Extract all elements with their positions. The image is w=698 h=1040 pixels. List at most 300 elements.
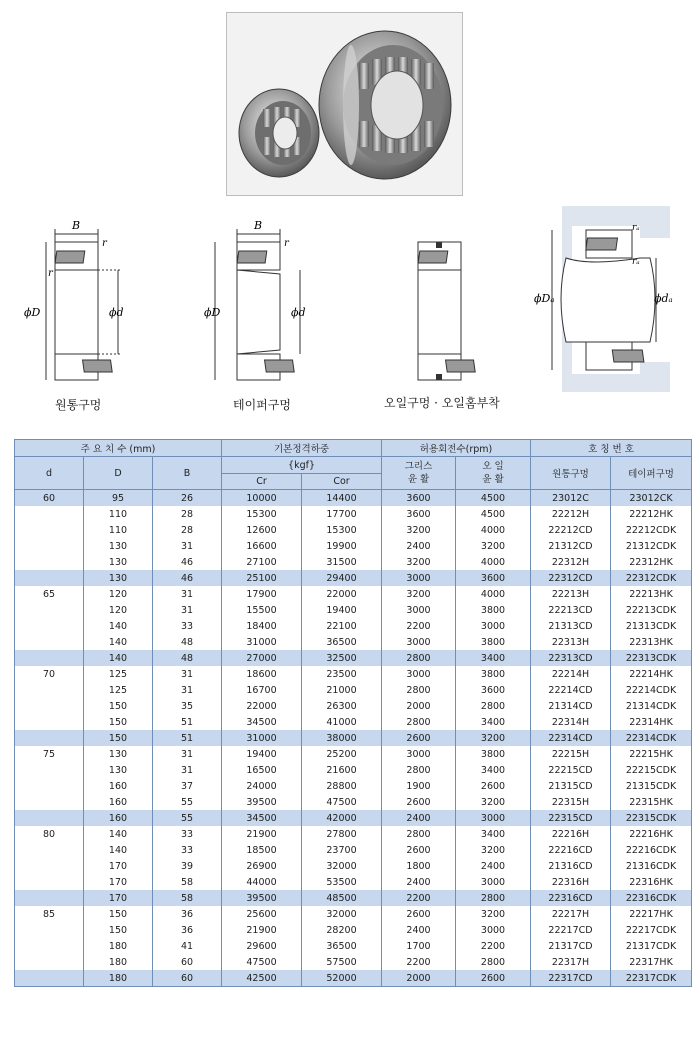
cell-grease: 2400 bbox=[382, 538, 456, 554]
cell-grease: 2800 bbox=[382, 762, 456, 778]
table-row bbox=[15, 554, 692, 570]
cell-grease: 2200 bbox=[382, 890, 456, 906]
cell-B: 36 bbox=[153, 906, 222, 922]
cell-tapered: 22212HK bbox=[611, 506, 692, 522]
cell-cr: 47500 bbox=[222, 954, 302, 970]
cell-D: 130 bbox=[84, 746, 153, 762]
cell-d: 75 bbox=[15, 746, 84, 762]
table-row bbox=[15, 794, 692, 810]
table-row bbox=[15, 826, 692, 842]
cell-tapered: 22215CDK bbox=[611, 762, 692, 778]
header-d: d bbox=[15, 457, 84, 490]
cell-D: 180 bbox=[84, 938, 153, 954]
table-row bbox=[15, 906, 692, 922]
cell-oil: 3400 bbox=[456, 714, 531, 730]
cell-cylindrical: 21314CD bbox=[531, 698, 611, 714]
cell-cr: 25100 bbox=[222, 570, 302, 586]
table-row bbox=[15, 570, 692, 586]
cell-d bbox=[15, 874, 84, 890]
cell-cor: 19400 bbox=[302, 602, 382, 618]
cell-d bbox=[15, 954, 84, 970]
cell-B: 51 bbox=[153, 730, 222, 746]
cell-d bbox=[15, 858, 84, 874]
cell-B: 48 bbox=[153, 634, 222, 650]
cell-cylindrical: 22315CD bbox=[531, 810, 611, 826]
cell-cr: 21900 bbox=[222, 826, 302, 842]
cell-cylindrical: 22313H bbox=[531, 634, 611, 650]
cell-cylindrical: 22313CD bbox=[531, 650, 611, 666]
cell-D: 140 bbox=[84, 826, 153, 842]
cell-D: 170 bbox=[84, 858, 153, 874]
cell-cor: 17700 bbox=[302, 506, 382, 522]
cell-d bbox=[15, 698, 84, 714]
cell-cr: 39500 bbox=[222, 890, 302, 906]
cell-cor: 23700 bbox=[302, 842, 382, 858]
cell-cor: 48500 bbox=[302, 890, 382, 906]
cell-oil: 3000 bbox=[456, 618, 531, 634]
cell-grease: 2400 bbox=[382, 810, 456, 826]
bearing-photo-illustration bbox=[227, 13, 462, 195]
cell-tapered: 22314CDK bbox=[611, 730, 692, 746]
cell-cor: 29400 bbox=[302, 570, 382, 586]
cell-cor: 36500 bbox=[302, 938, 382, 954]
cell-cor: 32500 bbox=[302, 650, 382, 666]
header-oil bbox=[456, 457, 531, 490]
cell-B: 31 bbox=[153, 746, 222, 762]
cell-oil: 3400 bbox=[456, 650, 531, 666]
cell-cor: 25200 bbox=[302, 746, 382, 762]
cell-d bbox=[15, 778, 84, 794]
cell-cr: 15500 bbox=[222, 602, 302, 618]
cell-oil: 4500 bbox=[456, 490, 531, 507]
cell-D: 150 bbox=[84, 730, 153, 746]
header-oil-line1: 오 일 bbox=[482, 461, 504, 472]
cell-cylindrical: 22216CD bbox=[531, 842, 611, 858]
cell-cylindrical: 22316H bbox=[531, 874, 611, 890]
cell-cylindrical: 22217H bbox=[531, 906, 611, 922]
cell-d: 60 bbox=[15, 490, 84, 507]
cell-grease: 3600 bbox=[382, 506, 456, 522]
cell-cylindrical: 21313CD bbox=[531, 618, 611, 634]
cell-cor: 15300 bbox=[302, 522, 382, 538]
cell-tapered: 22216CDK bbox=[611, 842, 692, 858]
cell-cr: 39500 bbox=[222, 794, 302, 810]
cell-cr: 34500 bbox=[222, 714, 302, 730]
cell-d: 70 bbox=[15, 666, 84, 682]
cell-cor: 26300 bbox=[302, 698, 382, 714]
cell-oil: 3000 bbox=[456, 810, 531, 826]
cell-grease: 2800 bbox=[382, 714, 456, 730]
cell-oil: 3800 bbox=[456, 602, 531, 618]
cell-grease: 2000 bbox=[382, 970, 456, 987]
cell-B: 31 bbox=[153, 666, 222, 682]
cell-tapered: 22217CDK bbox=[611, 922, 692, 938]
cell-d bbox=[15, 522, 84, 538]
cell-cylindrical: 22215H bbox=[531, 746, 611, 762]
cell-cr: 22000 bbox=[222, 698, 302, 714]
cell-oil: 3200 bbox=[456, 538, 531, 554]
cell-d bbox=[15, 890, 84, 906]
cell-grease: 3200 bbox=[382, 522, 456, 538]
cell-oil: 2800 bbox=[456, 698, 531, 714]
cell-tapered: 22214HK bbox=[611, 666, 692, 682]
cell-tapered: 22215HK bbox=[611, 746, 692, 762]
table-row bbox=[15, 762, 692, 778]
cell-cor: 28800 bbox=[302, 778, 382, 794]
header-oil-line2: 윤 활 bbox=[482, 474, 504, 485]
cell-cylindrical: 22317CD bbox=[531, 970, 611, 987]
cell-tapered: 22213CDK bbox=[611, 602, 692, 618]
cell-oil: 3800 bbox=[456, 746, 531, 762]
cell-D: 120 bbox=[84, 602, 153, 618]
cell-D: 150 bbox=[84, 714, 153, 730]
cell-cor: 32000 bbox=[302, 906, 382, 922]
cell-tapered: 21315CDK bbox=[611, 778, 692, 794]
label-r-side: r bbox=[48, 268, 53, 279]
label-B-2: B bbox=[254, 219, 263, 232]
cell-D: 180 bbox=[84, 954, 153, 970]
cell-d bbox=[15, 762, 84, 778]
cell-d bbox=[15, 650, 84, 666]
table-row bbox=[15, 634, 692, 650]
cell-cylindrical: 22215CD bbox=[531, 762, 611, 778]
label-phida: ϕdₐ bbox=[654, 292, 673, 305]
cell-cylindrical: 21315CD bbox=[531, 778, 611, 794]
cell-cr: 44000 bbox=[222, 874, 302, 890]
label-phiD: ϕD bbox=[24, 306, 41, 319]
cell-tapered: 21314CDK bbox=[611, 698, 692, 714]
cell-oil: 3400 bbox=[456, 826, 531, 842]
cell-d bbox=[15, 938, 84, 954]
cell-B: 39 bbox=[153, 858, 222, 874]
diagram-mounting bbox=[530, 206, 680, 400]
cell-D: 125 bbox=[84, 666, 153, 682]
cell-cor: 42000 bbox=[302, 810, 382, 826]
header-tapered: 테이퍼구멍 bbox=[611, 457, 692, 490]
header-D: D bbox=[84, 457, 153, 490]
cell-D: 150 bbox=[84, 922, 153, 938]
cell-tapered: 22312CDK bbox=[611, 570, 692, 586]
cell-tapered: 22216HK bbox=[611, 826, 692, 842]
cell-cr: 27100 bbox=[222, 554, 302, 570]
table-row bbox=[15, 506, 692, 522]
cell-oil: 3200 bbox=[456, 730, 531, 746]
cell-D: 110 bbox=[84, 506, 153, 522]
label-ra-top: rₐ bbox=[632, 223, 640, 233]
cell-grease: 3200 bbox=[382, 586, 456, 602]
cell-oil: 3600 bbox=[456, 570, 531, 586]
table-row bbox=[15, 938, 692, 954]
cell-cylindrical: 22212CD bbox=[531, 522, 611, 538]
cell-cr: 29600 bbox=[222, 938, 302, 954]
cell-cr: 18400 bbox=[222, 618, 302, 634]
cell-tapered: 21312CDK bbox=[611, 538, 692, 554]
cell-cr: 31000 bbox=[222, 730, 302, 746]
cell-grease: 2800 bbox=[382, 826, 456, 842]
header-main-dimensions: 주 요 치 수 (mm) bbox=[15, 440, 222, 457]
cell-B: 31 bbox=[153, 586, 222, 602]
cell-d: 80 bbox=[15, 826, 84, 842]
cell-cor: 21000 bbox=[302, 682, 382, 698]
cell-grease: 2600 bbox=[382, 794, 456, 810]
cell-B: 37 bbox=[153, 778, 222, 794]
cell-D: 160 bbox=[84, 810, 153, 826]
cell-tapered: 22313HK bbox=[611, 634, 692, 650]
cell-oil: 3200 bbox=[456, 794, 531, 810]
table-row bbox=[15, 858, 692, 874]
cell-grease: 2000 bbox=[382, 698, 456, 714]
cell-cr: 21900 bbox=[222, 922, 302, 938]
cell-B: 28 bbox=[153, 506, 222, 522]
cell-cylindrical: 22314CD bbox=[531, 730, 611, 746]
cell-grease: 2600 bbox=[382, 906, 456, 922]
cell-cylindrical: 22214CD bbox=[531, 682, 611, 698]
cell-D: 170 bbox=[84, 874, 153, 890]
cell-cylindrical: 22214H bbox=[531, 666, 611, 682]
label-phid-2: ϕd bbox=[291, 306, 306, 319]
cell-B: 55 bbox=[153, 810, 222, 826]
cell-cor: 27800 bbox=[302, 826, 382, 842]
cell-cr: 18500 bbox=[222, 842, 302, 858]
cell-oil: 2200 bbox=[456, 938, 531, 954]
cell-cr: 42500 bbox=[222, 970, 302, 987]
cell-tapered: 22314HK bbox=[611, 714, 692, 730]
caption-oil: 오일구멍 · 오일홈부착 bbox=[384, 396, 500, 410]
cell-d bbox=[15, 970, 84, 987]
cell-D: 150 bbox=[84, 698, 153, 714]
cell-cr: 27000 bbox=[222, 650, 302, 666]
cell-cor: 41000 bbox=[302, 714, 382, 730]
cell-oil: 4000 bbox=[456, 554, 531, 570]
cell-oil: 3200 bbox=[456, 842, 531, 858]
cell-cylindrical: 22216H bbox=[531, 826, 611, 842]
cell-tapered: 22317HK bbox=[611, 954, 692, 970]
cell-cor: 22100 bbox=[302, 618, 382, 634]
cell-B: 41 bbox=[153, 938, 222, 954]
cell-tapered: 22213HK bbox=[611, 586, 692, 602]
label-B: B bbox=[72, 219, 81, 232]
table-row bbox=[15, 778, 692, 794]
table-row bbox=[15, 522, 692, 538]
cell-oil: 3000 bbox=[456, 874, 531, 890]
table-row bbox=[15, 890, 692, 906]
header-cr: Cr bbox=[222, 474, 302, 490]
table-row bbox=[15, 874, 692, 890]
cell-cr: 24000 bbox=[222, 778, 302, 794]
cell-d bbox=[15, 714, 84, 730]
cell-grease: 2200 bbox=[382, 618, 456, 634]
diagram-oil-groove bbox=[398, 214, 488, 393]
cell-grease: 3000 bbox=[382, 746, 456, 762]
cell-cor: 19900 bbox=[302, 538, 382, 554]
cell-cylindrical: 22213CD bbox=[531, 602, 611, 618]
cell-d bbox=[15, 618, 84, 634]
label-phiDa: ϕDₐ bbox=[534, 292, 555, 305]
cell-oil: 3800 bbox=[456, 634, 531, 650]
spec-table-body bbox=[15, 490, 692, 987]
cell-B: 46 bbox=[153, 554, 222, 570]
cell-cor: 57500 bbox=[302, 954, 382, 970]
cell-B: 35 bbox=[153, 698, 222, 714]
cell-B: 60 bbox=[153, 970, 222, 987]
cell-oil: 2800 bbox=[456, 954, 531, 970]
cell-tapered: 22217HK bbox=[611, 906, 692, 922]
cell-cylindrical: 22217CD bbox=[531, 922, 611, 938]
diagram-cylindrical-bore bbox=[20, 214, 140, 393]
cell-oil: 2600 bbox=[456, 778, 531, 794]
cell-B: 60 bbox=[153, 954, 222, 970]
cell-B: 36 bbox=[153, 922, 222, 938]
cell-D: 140 bbox=[84, 618, 153, 634]
cell-d bbox=[15, 602, 84, 618]
cell-d bbox=[15, 506, 84, 522]
table-row bbox=[15, 970, 692, 987]
cell-cylindrical: 22312H bbox=[531, 554, 611, 570]
cell-grease: 3000 bbox=[382, 666, 456, 682]
cell-D: 180 bbox=[84, 970, 153, 987]
cell-grease: 3600 bbox=[382, 490, 456, 507]
cell-oil: 2800 bbox=[456, 890, 531, 906]
cell-cor: 21600 bbox=[302, 762, 382, 778]
cell-grease: 1700 bbox=[382, 938, 456, 954]
cell-d bbox=[15, 570, 84, 586]
cell-D: 110 bbox=[84, 522, 153, 538]
table-row bbox=[15, 602, 692, 618]
cell-tapered: 22317CDK bbox=[611, 970, 692, 987]
table-row bbox=[15, 730, 692, 746]
cell-tapered: 21317CDK bbox=[611, 938, 692, 954]
cell-B: 31 bbox=[153, 538, 222, 554]
cell-oil: 3600 bbox=[456, 682, 531, 698]
cell-tapered: 22316CDK bbox=[611, 890, 692, 906]
cell-cr: 12600 bbox=[222, 522, 302, 538]
table-row bbox=[15, 810, 692, 826]
cell-D: 130 bbox=[84, 762, 153, 778]
cell-cylindrical: 22312CD bbox=[531, 570, 611, 586]
cell-grease: 2800 bbox=[382, 682, 456, 698]
cell-D: 120 bbox=[84, 586, 153, 602]
header-kgf: {kgf} bbox=[222, 457, 382, 474]
cell-cylindrical: 23012C bbox=[531, 490, 611, 507]
cell-B: 46 bbox=[153, 570, 222, 586]
cell-cylindrical: 22212H bbox=[531, 506, 611, 522]
cell-oil: 2400 bbox=[456, 858, 531, 874]
cell-tapered: 22315CDK bbox=[611, 810, 692, 826]
cell-d bbox=[15, 842, 84, 858]
cell-d bbox=[15, 794, 84, 810]
cell-d bbox=[15, 810, 84, 826]
cell-cor: 32000 bbox=[302, 858, 382, 874]
cell-oil: 2600 bbox=[456, 970, 531, 987]
cell-cor: 52000 bbox=[302, 970, 382, 987]
cell-cor: 31500 bbox=[302, 554, 382, 570]
cell-tapered: 22214CDK bbox=[611, 682, 692, 698]
cell-cor: 53500 bbox=[302, 874, 382, 890]
cell-B: 33 bbox=[153, 842, 222, 858]
cell-cr: 16700 bbox=[222, 682, 302, 698]
caption-tapered: 테이퍼구멍 bbox=[233, 398, 291, 412]
cell-grease: 2800 bbox=[382, 650, 456, 666]
cell-cor: 23500 bbox=[302, 666, 382, 682]
label-r-2: r bbox=[284, 238, 289, 249]
cell-cr: 31000 bbox=[222, 634, 302, 650]
cell-cylindrical: 21316CD bbox=[531, 858, 611, 874]
cell-cr: 26900 bbox=[222, 858, 302, 874]
header-grease-line1: 그리스 bbox=[404, 461, 433, 472]
cell-tapered: 22313CDK bbox=[611, 650, 692, 666]
table-row bbox=[15, 842, 692, 858]
cell-D: 140 bbox=[84, 842, 153, 858]
cell-d bbox=[15, 922, 84, 938]
table-row bbox=[15, 954, 692, 970]
cell-grease: 2200 bbox=[382, 954, 456, 970]
cell-grease: 3000 bbox=[382, 634, 456, 650]
cell-oil: 4000 bbox=[456, 522, 531, 538]
cell-oil: 3800 bbox=[456, 666, 531, 682]
header-designation: 호 칭 번 호 bbox=[531, 440, 692, 457]
cell-tapered: 23012CK bbox=[611, 490, 692, 507]
table-row bbox=[15, 538, 692, 554]
cell-cylindrical: 22213H bbox=[531, 586, 611, 602]
cell-grease: 1800 bbox=[382, 858, 456, 874]
table-row bbox=[15, 650, 692, 666]
cell-d: 85 bbox=[15, 906, 84, 922]
cell-B: 51 bbox=[153, 714, 222, 730]
cell-cylindrical: 22317H bbox=[531, 954, 611, 970]
table-row bbox=[15, 586, 692, 602]
header-allowable-speed: 허용회전수(rpm) bbox=[382, 440, 531, 457]
cell-D: 150 bbox=[84, 906, 153, 922]
cell-d bbox=[15, 682, 84, 698]
cell-D: 140 bbox=[84, 650, 153, 666]
cell-cr: 16500 bbox=[222, 762, 302, 778]
cell-d: 65 bbox=[15, 586, 84, 602]
table-row bbox=[15, 714, 692, 730]
cell-D: 95 bbox=[84, 490, 153, 507]
diagram-tapered-bore bbox=[202, 214, 322, 393]
cell-cr: 17900 bbox=[222, 586, 302, 602]
cell-B: 33 bbox=[153, 618, 222, 634]
cell-B: 31 bbox=[153, 762, 222, 778]
cell-cr: 34500 bbox=[222, 810, 302, 826]
header-cylindrical: 원통구멍 bbox=[531, 457, 611, 490]
cell-d bbox=[15, 554, 84, 570]
cell-oil: 3400 bbox=[456, 762, 531, 778]
spec-table bbox=[14, 439, 692, 987]
cell-cr: 25600 bbox=[222, 906, 302, 922]
label-phid: ϕd bbox=[109, 306, 124, 319]
cell-D: 140 bbox=[84, 634, 153, 650]
cell-grease: 1900 bbox=[382, 778, 456, 794]
table-row bbox=[15, 746, 692, 762]
cell-grease: 2600 bbox=[382, 730, 456, 746]
cell-B: 33 bbox=[153, 826, 222, 842]
table-row bbox=[15, 922, 692, 938]
cell-cor: 28200 bbox=[302, 922, 382, 938]
cell-tapered: 22315HK bbox=[611, 794, 692, 810]
table-row bbox=[15, 490, 692, 507]
cell-B: 31 bbox=[153, 682, 222, 698]
cell-D: 160 bbox=[84, 794, 153, 810]
bearing-photo bbox=[226, 12, 463, 196]
cell-grease: 2400 bbox=[382, 874, 456, 890]
header-cor: Cor bbox=[302, 474, 382, 490]
cell-tapered: 22212CDK bbox=[611, 522, 692, 538]
cell-B: 28 bbox=[153, 522, 222, 538]
cell-B: 31 bbox=[153, 602, 222, 618]
cell-grease: 3200 bbox=[382, 554, 456, 570]
cell-grease: 2600 bbox=[382, 842, 456, 858]
